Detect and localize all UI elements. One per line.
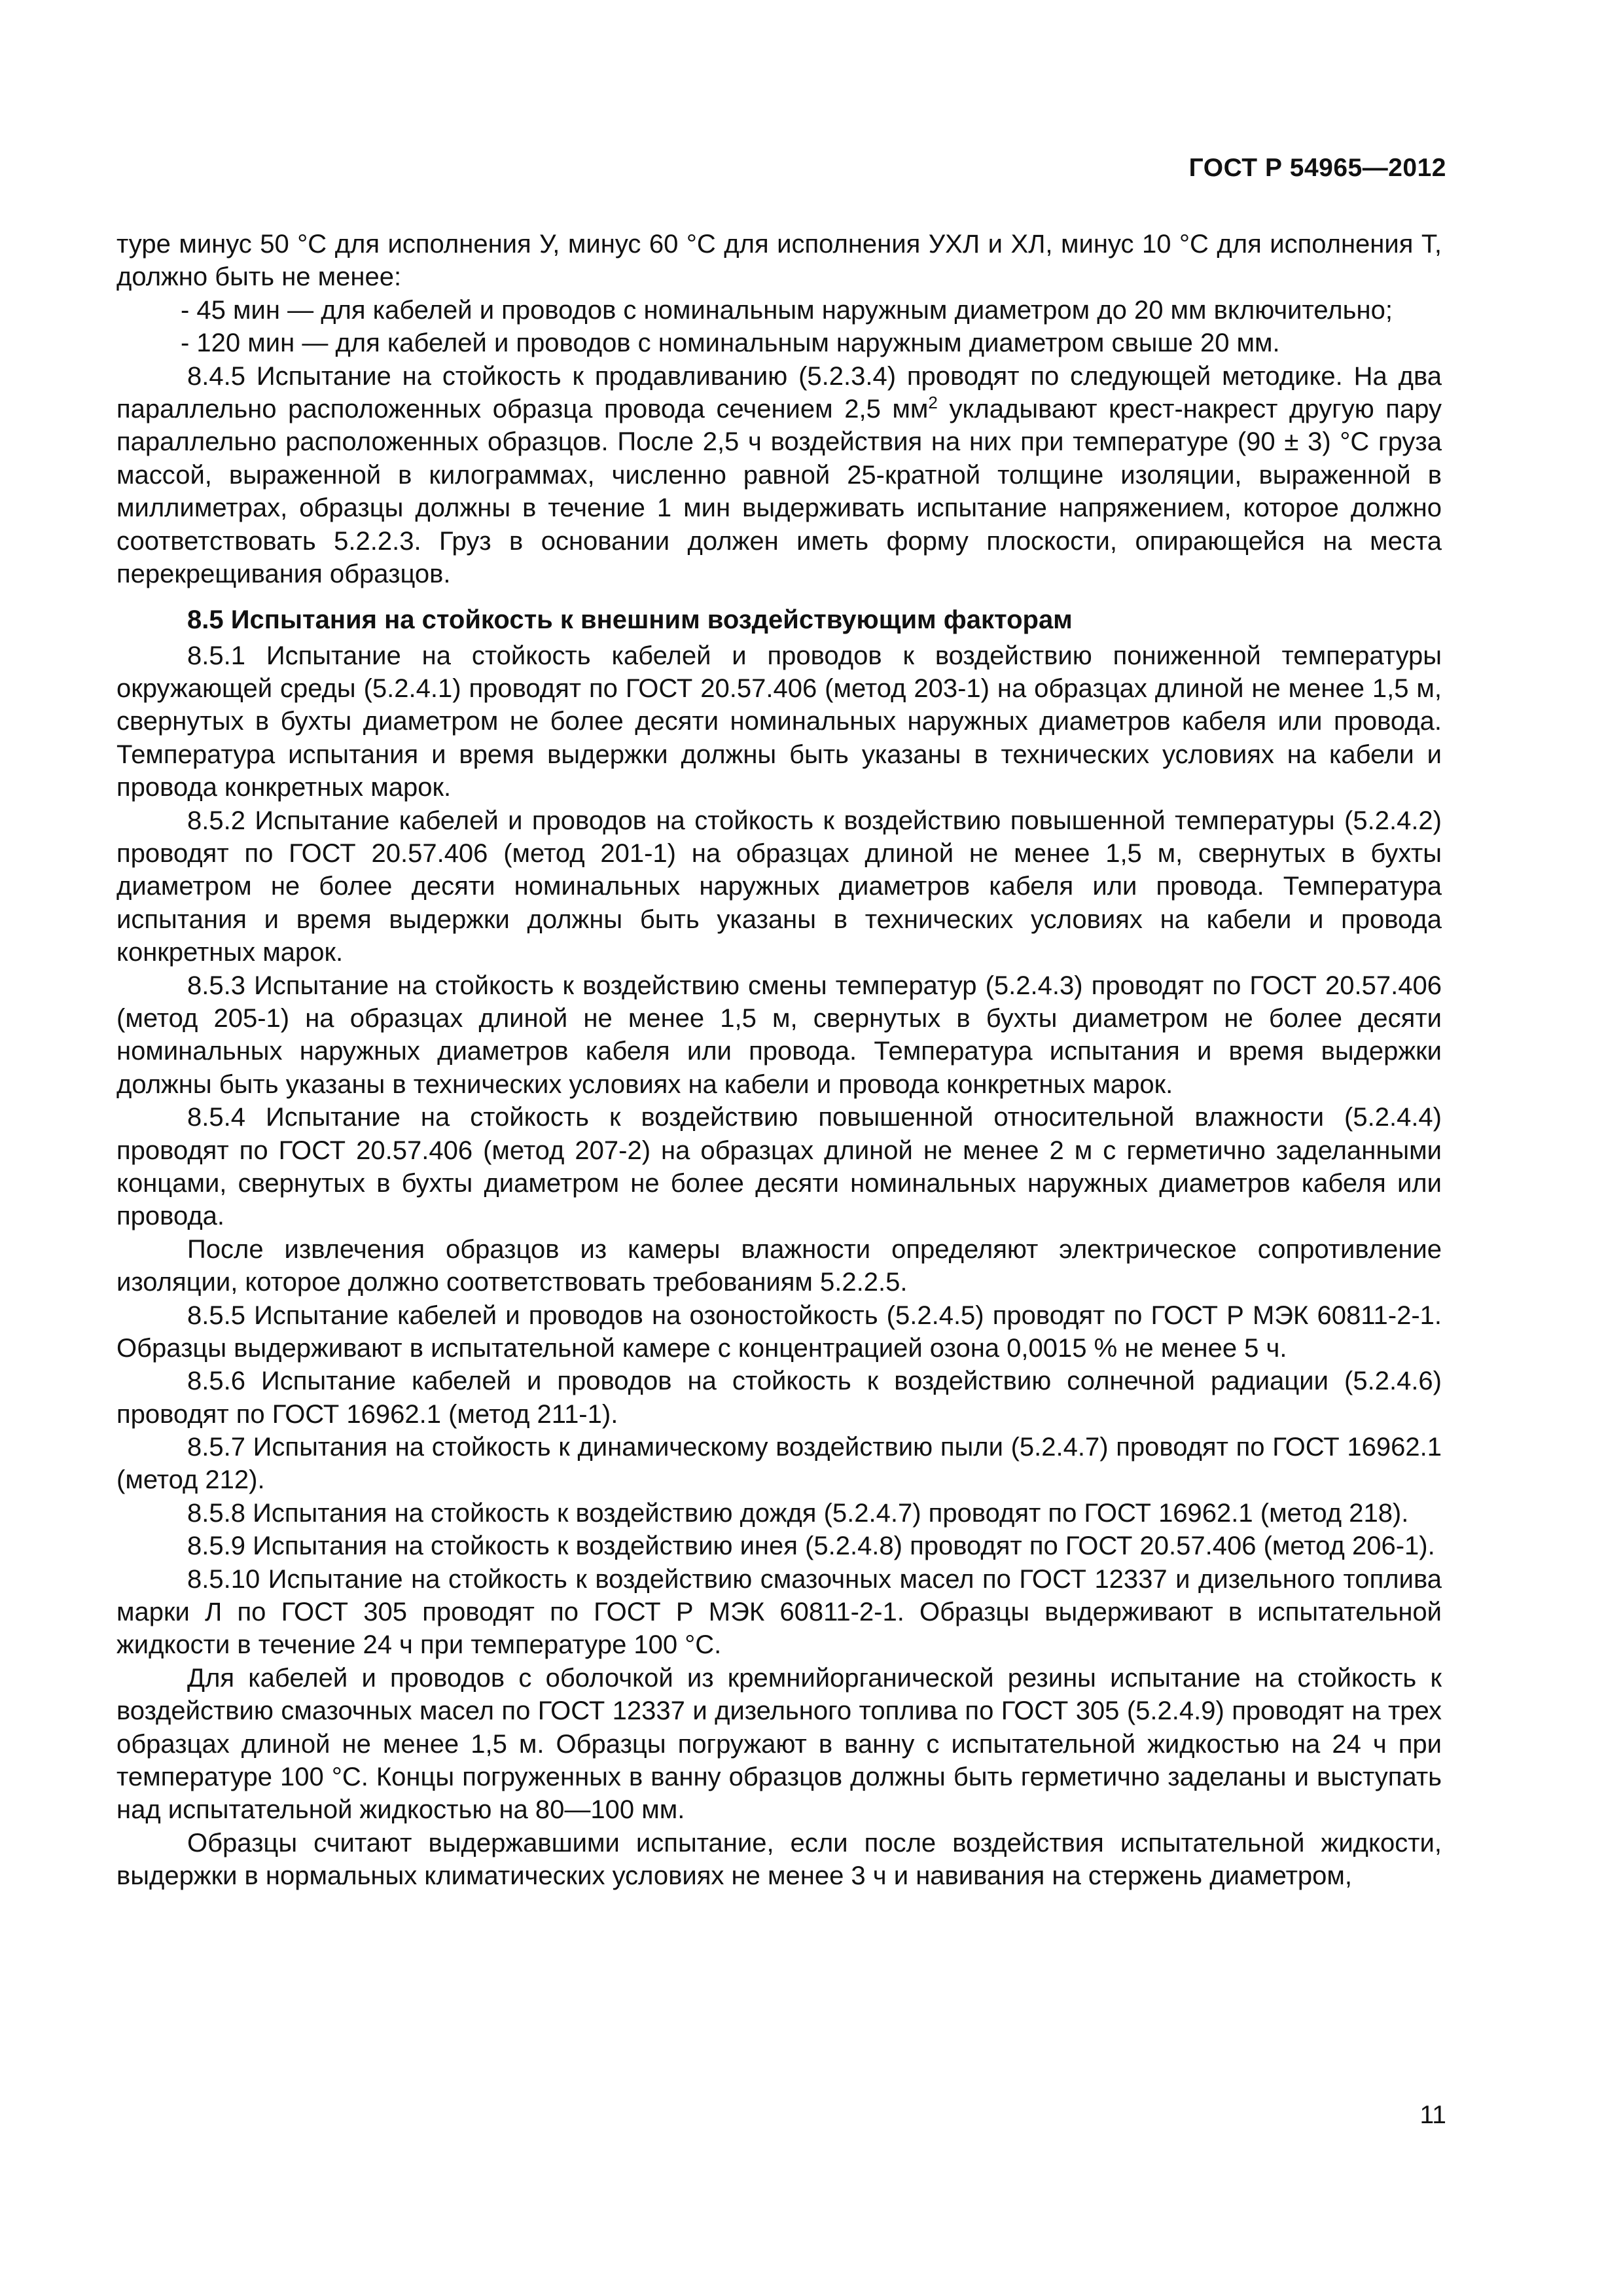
paragraph-8-5-6: 8.5.6 Испытание кабелей и проводов на стойкость к воздействию солнечной радиации (5.2.4.6) проводят по ГОСТ 16962.1 (метод 211-1). (116, 1367, 1442, 1429)
paragraph-8-5-3: 8.5.3 Испытание на стойкость к воздействию смены температур (5.2.4.3) проводят по ГОСТ 20.57.406 (метод 205-1) на образцах длиной не менее 1,5 м, свернутых в бухты диаметром не более десяти номинальных наружных диаметров кабеля или провода. Температура испытания и время выдержки должны быть указаны в технических условиях на кабели и провода конкретных марок. (116, 971, 1442, 1099)
paragraph-8-4-5 (116, 360, 1442, 591)
paragraph-8-5-4-after-extraction: После извлечения образцов из камеры влажности определяют электрическое сопротивление изоляции, которое должно соответствовать требованиям 5.2.2.5. (116, 1234, 1442, 1297)
paragraph-8-5-8: 8.5.8 Испытания на стойкость к воздействию дождя (5.2.4.7) проводят по ГОСТ 16962.1 (метод 218). (187, 1498, 1409, 1528)
paragraph-silicone-sheath: Для кабелей и проводов с оболочкой из кремнийорганической резины испытание на стойкость к воздействию смазочных масел по ГОСТ 12337 и дизельного топлива по ГОСТ 305 (5.2.4.9) проводят на трех образцах длиной не менее 1,5 м. Образцы погружают в ванну с испытательной жидкостью на 24 ч при температуре 100 °С. Концы погруженных в ванну образцов должны быть герметично заделаны и выступать над испытательной жидкостью на 80—100 мм. (116, 1663, 1442, 1825)
paragraph-8-4-5-part2: укладывают крест-накрест другую пару параллельно расположенных образцов. После 2,5 ч воздействия на них при температуре (90 ± 3) °С груза массой, выраженной в килограммах, численно равной 25-кратной толщине изоляции, выраженной в миллиметрах, образцы должны в течение 1 мин выдерживать испытание напряжением, которое должно соответствовать 5.2.2.3. Груз в основании должен иметь форму плоскости, опирающейся на места перекрещивания образцов. (116, 394, 1442, 588)
list-item-45-min: - 45 мин — для кабелей и проводов с номинальным наружным диаметром до 20 мм включительно; (181, 295, 1393, 325)
paragraph-8-5-1: 8.5.1 Испытание на стойкость кабелей и проводов к воздействию пониженной температуры окружающей среды (5.2.4.1) проводят по ГОСТ 20.57.406 (метод 203-1) на образцах длиной не менее 1,5 м, свернутых в бухты диаметром не более десяти номинальных наружных диаметров кабеля или провода. Температура испытания и время выдержки должны быть указаны в технических условиях на кабели и провода конкретных марок. (116, 641, 1442, 802)
intro-paragraph: туре минус 50 °С для исполнения У, минус 60 °С для исполнения УХЛ и ХЛ, минус 10 °С для исполнения Т, должно быть не менее: (116, 230, 1442, 292)
paragraph-8-5-4: 8.5.4 Испытание на стойкость к воздействию повышенной относительной влажности (5.2.4.4) проводят по ГОСТ 20.57.406 (метод 207-2) на образцах длиной не менее 2 м с герметично заделанными концами, свернутых в бухты диаметром не более десяти номинальных наружных диаметров кабеля или провода. (116, 1103, 1442, 1231)
section-title-8-5: 8.5 Испытания на стойкость к внешним воздействующим факторам (187, 605, 1073, 635)
superscript-2: 2 (928, 392, 938, 412)
paragraph-8-5-9: 8.5.9 Испытания на стойкость к воздействию инея (5.2.4.8) проводят по ГОСТ 20.57.406 (метод 206-1). (187, 1532, 1435, 1561)
paragraph-8-4-5-part1: 8.4.5 Испытание на стойкость к продавливанию (5.2.3.4) проводят по следующей методике. На два параллельно расположенных образца провода сечением 2,5 мм (116, 361, 1442, 423)
document-header: ГОСТ Р 54965—2012 (1188, 154, 1446, 182)
list-item-120-min: - 120 мин — для кабелей и проводов с номинальным наружным диаметром свыше 20 мм. (181, 329, 1280, 358)
paragraph-8-5-2: 8.5.2 Испытание кабелей и проводов на стойкость к воздействию повышенной температуры (5.2.4.2) проводят по ГОСТ 20.57.406 (метод 201-1) на образцах длиной не менее 1,5 м, свернутых в бухты диаметром не более десяти номинальных наружных диаметров кабеля или провода. Температура испытания и время выдержки должны быть указаны в технических условиях на кабели и провода конкретных марок. (116, 806, 1442, 967)
paragraph-samples-passed: Образцы считают выдержавшими испытание, если после воздействия испытательной жидкости, выдержки в нормальных климатических условиях не менее 3 ч и навивания на стержень диаметром, (116, 1828, 1442, 1891)
page-number: 11 (1419, 2101, 1446, 2129)
page-content (116, 228, 1442, 1893)
paragraph-8-5-7: 8.5.7 Испытания на стойкость к динамическому воздействию пыли (5.2.4.7) проводят по ГОСТ 16962.1 (метод 212). (116, 1433, 1442, 1495)
paragraph-8-5-5: 8.5.5 Испытание кабелей и проводов на озоностойкость (5.2.4.5) проводят по ГОСТ Р МЭК 60811-2-1. Образцы выдерживают в испытательной камере с концентрацией озона 0,0015 % не менее 5 ч. (116, 1300, 1442, 1363)
paragraph-8-5-10: 8.5.10 Испытание на стойкость к воздействию смазочных масел по ГОСТ 12337 и дизельного топлива марки Л по ГОСТ 305 проводят по ГОСТ Р МЭК 60811-2-1. Образцы выдерживают в испытательной жидкости в течение 24 ч при температуре 100 °С. (116, 1564, 1442, 1660)
